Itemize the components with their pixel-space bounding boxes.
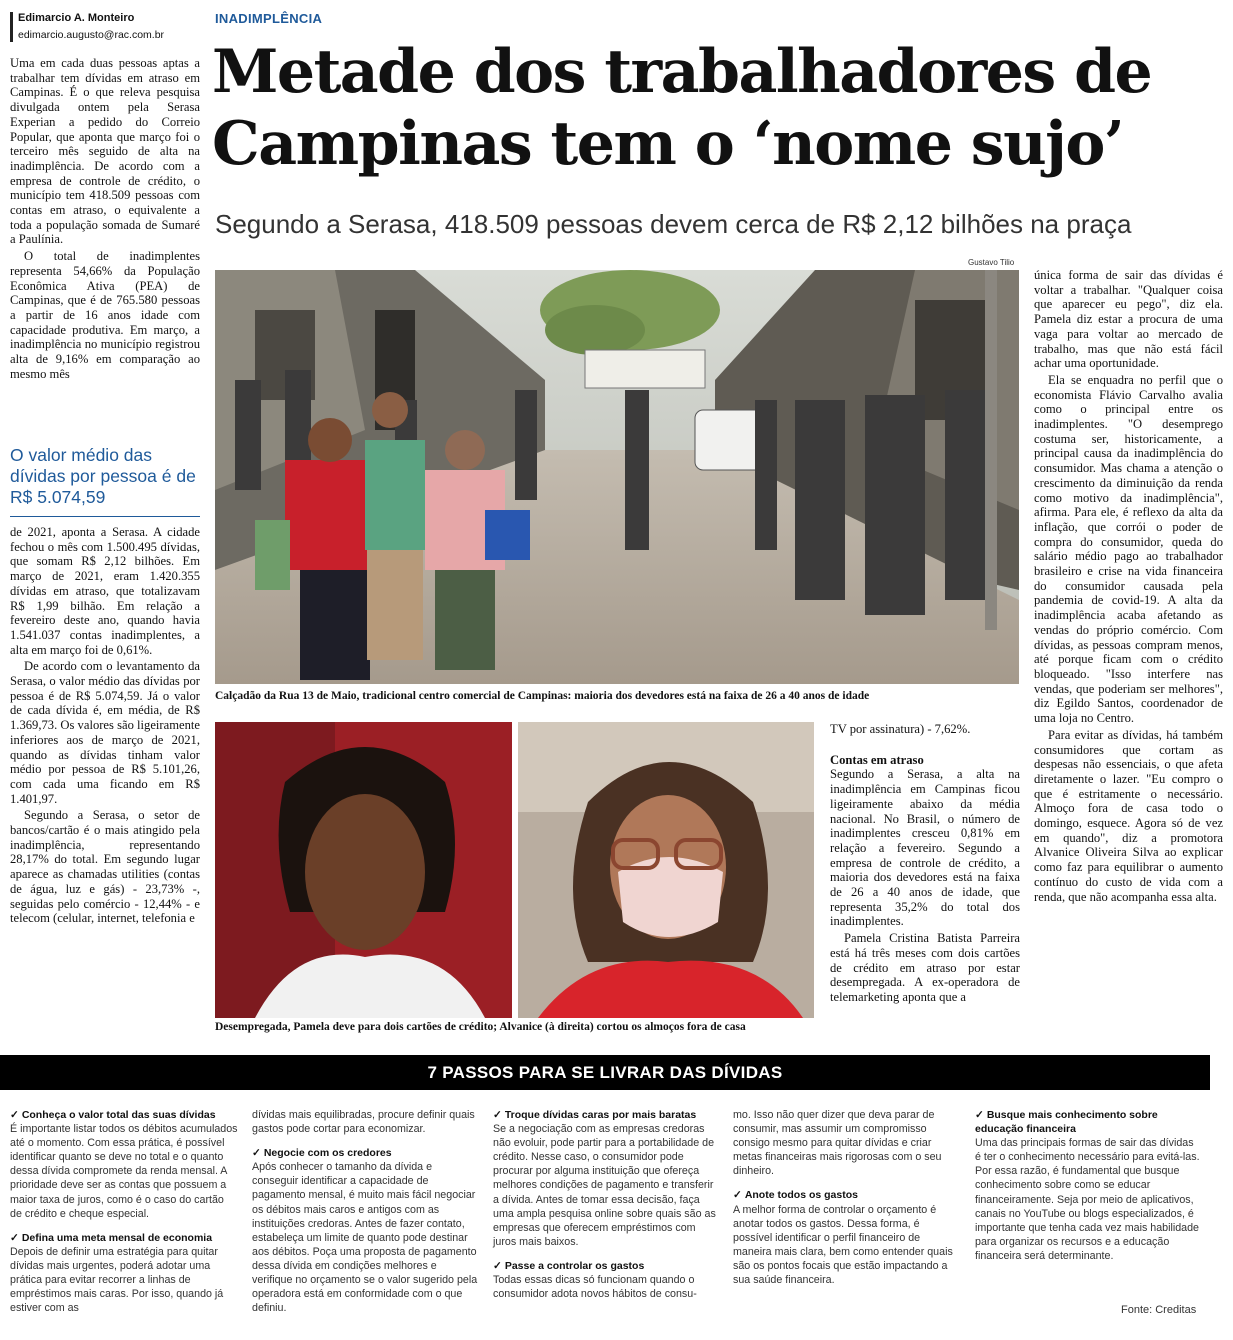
portrait-alvanice bbox=[518, 722, 814, 1018]
subheadline: Segundo a Serasa, 418.509 pessoas devem cerca de R$ 2,12 bilhões na praça bbox=[215, 209, 1132, 239]
source-credit: Fonte: Creditas bbox=[1121, 1304, 1197, 1316]
paragraph: O total de inadimplentes representa 54,66% da População Econômica Ativa (PEA) de Campinas, que é de 765.580 pessoas a partir de 16 anos idade com capacidade produtiva. Em março, a inadimplência no município registrou alta de 9,16% em comparação ao mesmo mês bbox=[10, 249, 200, 381]
check-icon: ✓ bbox=[10, 1231, 19, 1244]
portrait-pamela bbox=[215, 722, 512, 1018]
tip-text: Uma das principais formas de sair das dívidas é ter o conhecimento necessário para evitá-las. Por essa razão, é fundamental que busque conhecimento sobre como se educar financeiramente. Seja por meio de aplicativos, canais no YouTube ou blogs especializados, é importante que tenha cada vez mais habilidade para organizar os recursos e a educação financeira será determinante. bbox=[975, 1137, 1200, 1262]
pull-quote: O valor médio das dívidas por pessoa é de R$ 5.074,59 bbox=[10, 445, 196, 507]
portrait-pamela-illustration bbox=[215, 722, 512, 1018]
paragraph: Uma em cada duas pessoas aptas a trabalhar tem dívidas em atraso em Campinas. É o que releva pesquisa divulgada ontem pela Serasa Experian a pedido do Correio Popular, que aponta que março foi o terceiro mês seguido de alta na inadimplência. De acordo com a empresa de controle de crédito, o município tem 418.509 pessoas com contas em atraso, o equivalente a toda a população somada de Sumaré a Paulínia. bbox=[10, 56, 200, 247]
tip-text: Após conhecer o tamanho da dívida e conseguir identificar a capacidade de pagamento mensal, é muito mais fácil negociar os débitos mais caros e antigos com as instituições credoras. Antes de fazer contato, estabeleça um limite de quanto pode destinar aos débitos. Poça uma proposta de pagamento dessa dívida em condições melhores e verifique no orçamento se o valor sugerido pela operadora está em conformidade com o que definiu. bbox=[252, 1161, 478, 1315]
article-column-5 bbox=[1034, 268, 1223, 904]
tips-column-3 bbox=[493, 1108, 718, 1301]
paragraph: TV por assinatura) - 7,62%. bbox=[830, 722, 971, 736]
check-icon: ✓ bbox=[975, 1109, 984, 1121]
paragraph: Para evitar as dívidas, há também consumidores que cortam as despesas não essenciais, o que afeta diretamente o lazer. "Eu compro o que é estritamente o necessário. Almoço fora de casa todo o domingo, esquece. Agora só de vez em quando", diz a promotora Alvanice Oliveira Silva ao explicar como faz para equilibrar o aumento contínuo do custo de vida com a renda, que não acompanha essa alta. bbox=[1034, 727, 1223, 904]
tip-text: Depois de definir uma estratégia para quitar dívidas mais urgentes, poderá adotar uma prática para evitar recorrer a linhas de empréstimos mais caras. Por isso, quando já estiver com as bbox=[10, 1245, 224, 1315]
street-scene-illustration bbox=[215, 270, 1019, 684]
check-icon: ✓ bbox=[252, 1147, 261, 1160]
pull-quote-rule bbox=[10, 516, 200, 517]
tip-heading: ✓ Troque dívidas caras por mais baratas bbox=[493, 1109, 697, 1121]
article-column-4 bbox=[830, 722, 1020, 1005]
byline-email[interactable]: edimarcio.augusto@rac.com.br bbox=[18, 29, 165, 41]
subheading-contas-em-atraso: Contas em atraso bbox=[830, 752, 924, 767]
headline: Metade dos trabalhadores de Campinas tem o ‘nome sujo’ bbox=[212, 37, 1152, 179]
photo-credit: Gustavo Tilio bbox=[968, 258, 1015, 267]
tip-text: É importante listar todos os débitos acumulados até o momento. Com essa prática, é possível identificar quanto se deve no total e o quanto dessa dívida compromete da renda mensal. A prioridade deve ser as contas que possuem a maior taxa de juros, como é o caso do cartão de crédito e cheque especial. bbox=[10, 1123, 238, 1220]
section-kicker: INADIMPLÊNCIA bbox=[215, 11, 323, 26]
tip-heading: ✓ Busque mais conhecimento sobre educação financeira bbox=[975, 1109, 1158, 1136]
tip-heading: ✓ Conheça o valor total das suas dívidas bbox=[10, 1109, 216, 1121]
check-icon: ✓ bbox=[493, 1109, 502, 1121]
byline-rule bbox=[10, 12, 13, 42]
paragraph: única forma de sair das dívidas é voltar a trabalhar. "Qualquer coisa que aparecer eu pego", diz ela. Pamela diz estar a procura de uma vaga para voltar ao mercado de trabalho, mas que não está fácil achar uma oportunidade. bbox=[1034, 268, 1223, 371]
tips-column-2 bbox=[252, 1108, 478, 1315]
paragraph: Segundo a Serasa, a alta na inadimplência em Campinas ficou ligeiramente abaixo da média nacional. No Brasil, o número de inadimplentes cresceu 0,81% em relação a fevereiro. Segundo a empresa de controle de crédito, a maioria dos devedores está na faixa de 26 a 40 anos de idade, que representa 35,2% do total dos inadimplentes. bbox=[830, 767, 1020, 929]
tip-text: Se a negociação com as empresas credoras não evoluir, pode partir para a portabilidade de crédito. Nesse caso, o consumidor pode procurar por alguma instituição que ofereça melhores condições de pagamento e transferir a dívida. Antes de tomar essa decisão, faça uma ampla pesquisa online sobre quais são as empresas que oferecem empréstimos com juros mais baixos. bbox=[493, 1123, 716, 1248]
paragraph: de 2021, aponta a Serasa. A cidade fechou o mês com 1.500.495 dívidas, que somam R$ 2,12 bilhões. Em março de 2021, eram 1.420.355 dívidas em atraso, que totalizavam R$ 1,99 bilhão. Em relação a fevereiro deste ano, quando havia 1.541.037 contas inadimplentes, a alta em março foi de 0,61%. bbox=[10, 525, 200, 657]
tip-text: dívidas mais equilibradas, procure definir quais gastos pode cortar para economizar. bbox=[252, 1109, 475, 1136]
paragraph: Pamela Cristina Batista Parreira está há três meses com dois cartões de crédito em atraso por estar desempregada. A ex-operadora de telemarketing aponta que a bbox=[830, 931, 1020, 1004]
street-photo bbox=[215, 270, 1019, 684]
tip-heading: ✓ Anote todos os gastos bbox=[733, 1189, 858, 1202]
article-column-1-bottom bbox=[10, 525, 200, 926]
tips-box-title: 7 PASSOS PARA SE LIVRAR DAS DÍVIDAS bbox=[0, 1055, 1210, 1090]
portraits-caption: Desempregada, Pamela deve para dois cartões de crédito; Alvanice (à direita) cortou os almoços fora de casa bbox=[215, 1021, 746, 1033]
tip-text: mo. Isso não quer dizer que deva parar de consumir, mas assumir um compromisso consigo mesmo para quitar dívidas e criar metas financeiras mais rigorosas com o seu dinheiro. bbox=[733, 1109, 942, 1178]
check-icon: ✓ bbox=[493, 1259, 502, 1272]
portrait-alvanice-illustration bbox=[518, 722, 814, 1018]
check-icon: ✓ bbox=[733, 1189, 742, 1202]
check-icon: ✓ bbox=[10, 1109, 19, 1121]
tips-column-4 bbox=[733, 1108, 959, 1287]
tip-text: Todas essas dicas só funcionam quando o consumidor adota novos hábitos de consu- bbox=[493, 1274, 697, 1301]
tip-heading: ✓ Passe a controlar os gastos bbox=[493, 1259, 645, 1272]
tip-text: A melhor forma de controlar o orçamento é anotar todos os gastos. Dessa forma, é possível identificar o perfil financeiro de maneira mais clara, bem como entender quais são os pontos focais que estão impactando a sua saúde financeira. bbox=[733, 1203, 953, 1287]
tips-column-5 bbox=[975, 1108, 1200, 1263]
article-column-1-top bbox=[10, 56, 200, 381]
tip-heading: ✓ Negocie com os credores bbox=[252, 1147, 392, 1160]
tips-column-1 bbox=[10, 1108, 238, 1315]
main-photo-caption: Calçadão da Rua 13 de Maio, tradicional centro comercial de Campinas: maioria dos devedores está na faixa de 26 a 40 anos de idade bbox=[215, 690, 870, 702]
paragraph: Ela se enquadra no perfil que o economista Flávio Carvalho avalia como o principal entre os inadimplentes. "O desemprego costuma ser, historicamente, a principal causa da inadimplência do consumidor. Mas chama a atenção o crescimento da diminuição da renda como motivo da inadimplência", afirma. Para ele, é reflexo da alta da inflação, que corrói o poder de compra do consumidor, queda do salário médio pago ao trabalhador brasileiro e crise na vida financeira do consumidor causada pela pandemia de covid-19. A alta da inadimplência acaba afetando as vendas do próprio comércio. Com dívidas, as pessoas compram menos, até porque ficam com o crédito bloqueado. "Isso interfere nas vendas, que poderiam ser melhores", diz Egildo Santos, coordenador de uma loja no Centro. bbox=[1034, 372, 1223, 726]
tip-heading: ✓ Defina uma meta mensal de economia bbox=[10, 1231, 213, 1244]
byline-author: Edimarcio A. Monteiro bbox=[18, 12, 135, 24]
paragraph: De acordo com o levantamento da Serasa, o valor médio das dívidas por pessoa é de R$ 5.074,59. Já o valor de cada dívida é, em média, de R$ 1.369,73. Os valores são ligeiramente inferiores aos de março de 2021, quando as dívidas tinham valor médio por pessoa de R$ 5.101,26, com cada uma ficando em R$ 1.401,97. bbox=[10, 659, 200, 806]
paragraph: Segundo a Serasa, o setor de bancos/cartão é o mais atingido pela inadimplência, representando 28,17% do total. Em segundo lugar aparece as chamadas utilities (contas de água, luz e gás) - 23,73% -, seguidas pelo comércio - 12,44% - e telecom (celular, internet, telefonia e bbox=[10, 808, 200, 926]
